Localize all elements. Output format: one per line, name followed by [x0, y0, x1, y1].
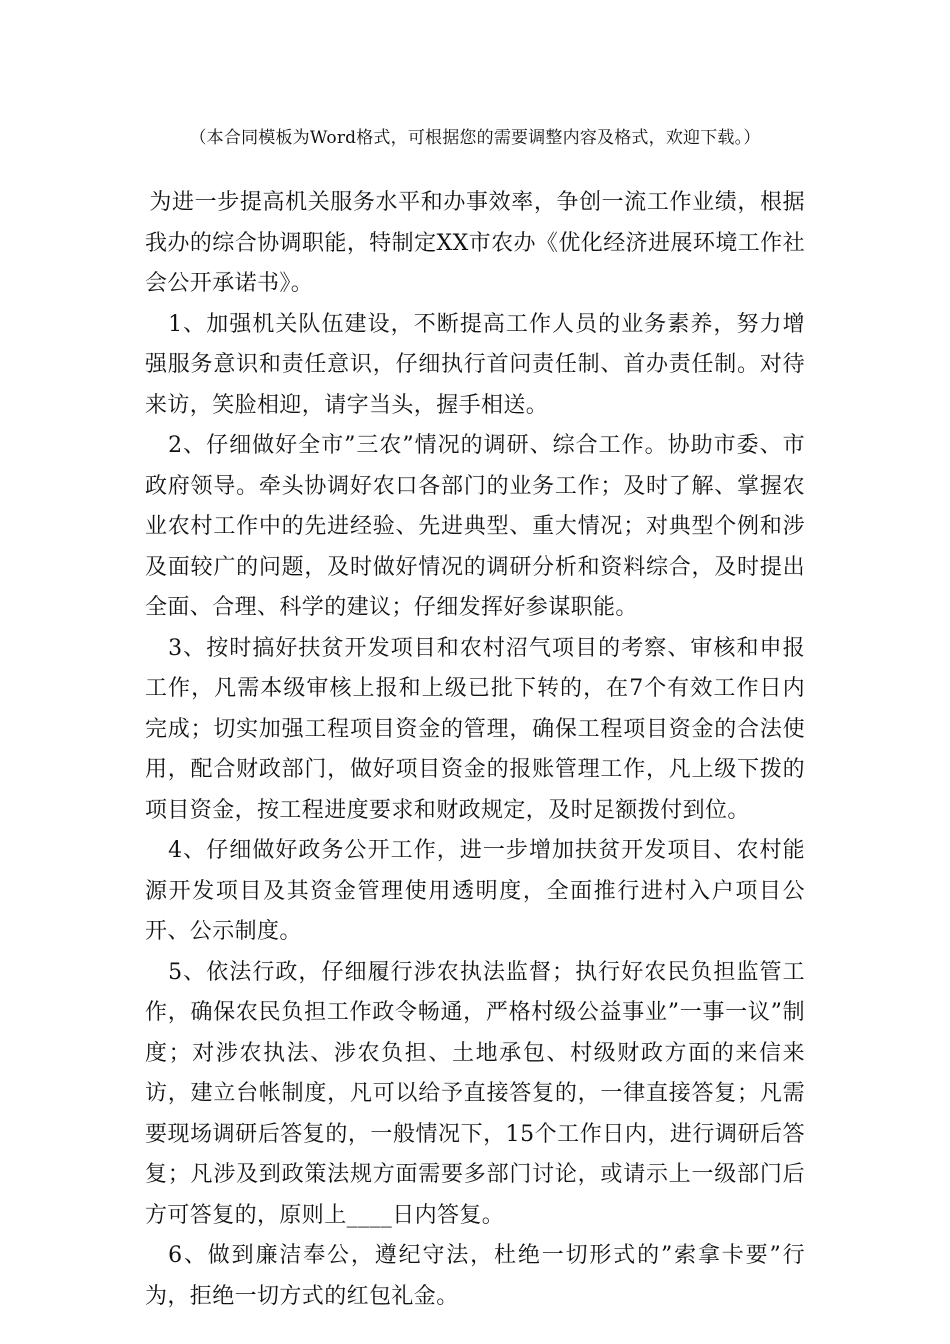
document-body	[145, 183, 805, 1317]
commitment-paragraph-6: 6、做到廉洁奉公，遵纪守法，杜绝一切形式的”索拿卡要”行为，拒绝一切方式的红包礼金。	[145, 1243, 805, 1309]
commitment-paragraph-2: 2、仔细做好全市”三农”情况的调研、综合工作。协助市委、市政府领导。牵头协调好农口各部门的业务工作；及时了解、掌握农业农村工作中的先进经验、先进典型、重大情况；对典型个例和涉及面较广的问题，及时做好情况的调研分析和资料综合，及时提出全面、合理、科学的建议；仔细发挥好参谋职能。	[145, 433, 805, 620]
intro-paragraph: 为进一步提高机关服务水平和办事效率，争创一流工作业绩，根据我办的综合协调职能，特制定XX市农办《优化经济进展环境工作社会公开承诺书》。	[145, 190, 805, 296]
commitment-paragraph-4: 4、仔细做好政务公开工作，进一步增加扶贫开发项目、农村能源开发项目及其资金管理使用透明度，全面推行进村入户项目公开、公示制度。	[145, 838, 805, 944]
template-note: （本合同模板为Word格式，可根据您的需要调整内容及格式，欢迎下载。）	[189, 128, 761, 148]
commitment-paragraph-3: 3、按时搞好扶贫开发项目和农村沼气项目的考察、审核和申报工作，凡需本级审核上报和上级已批下转的，在7个有效工作日内完成；切实加强工程项目资金的管理，确保工程项目资金的合法使用，配合财政部门，做好项目资金的报账管理工作，凡上级下拨的项目资金，按工程进度要求和财政规定，及时足额拨付到位。	[145, 635, 805, 823]
commitment-paragraph-1: 1、加强机关队伍建设，不断提高工作人员的业务素养，努力增强服务意识和责任意识，仔细执行首问责任制、首办责任制。对待来访，笑脸相迎，请字当头，握手相送。	[145, 311, 805, 418]
commitment-paragraph-5: 5、依法行政，仔细履行涉农执法监督；执行好农民负担监管工作，确保农民负担工作政令畅通，严格村级公益事业”一事一议”制度；对涉农执法、涉农负担、土地承包、村级财政方面的来信来访，建立台帐制度，凡可以给予直接答复的，一律直接答复；凡需要现场调研后答复的，一般情况下，15个工作日内，进行调研后答复；凡涉及到政策法规方面需要多部门讨论，或请示上一级部门后方可答复的，原则上____日内答复。	[145, 959, 805, 1228]
